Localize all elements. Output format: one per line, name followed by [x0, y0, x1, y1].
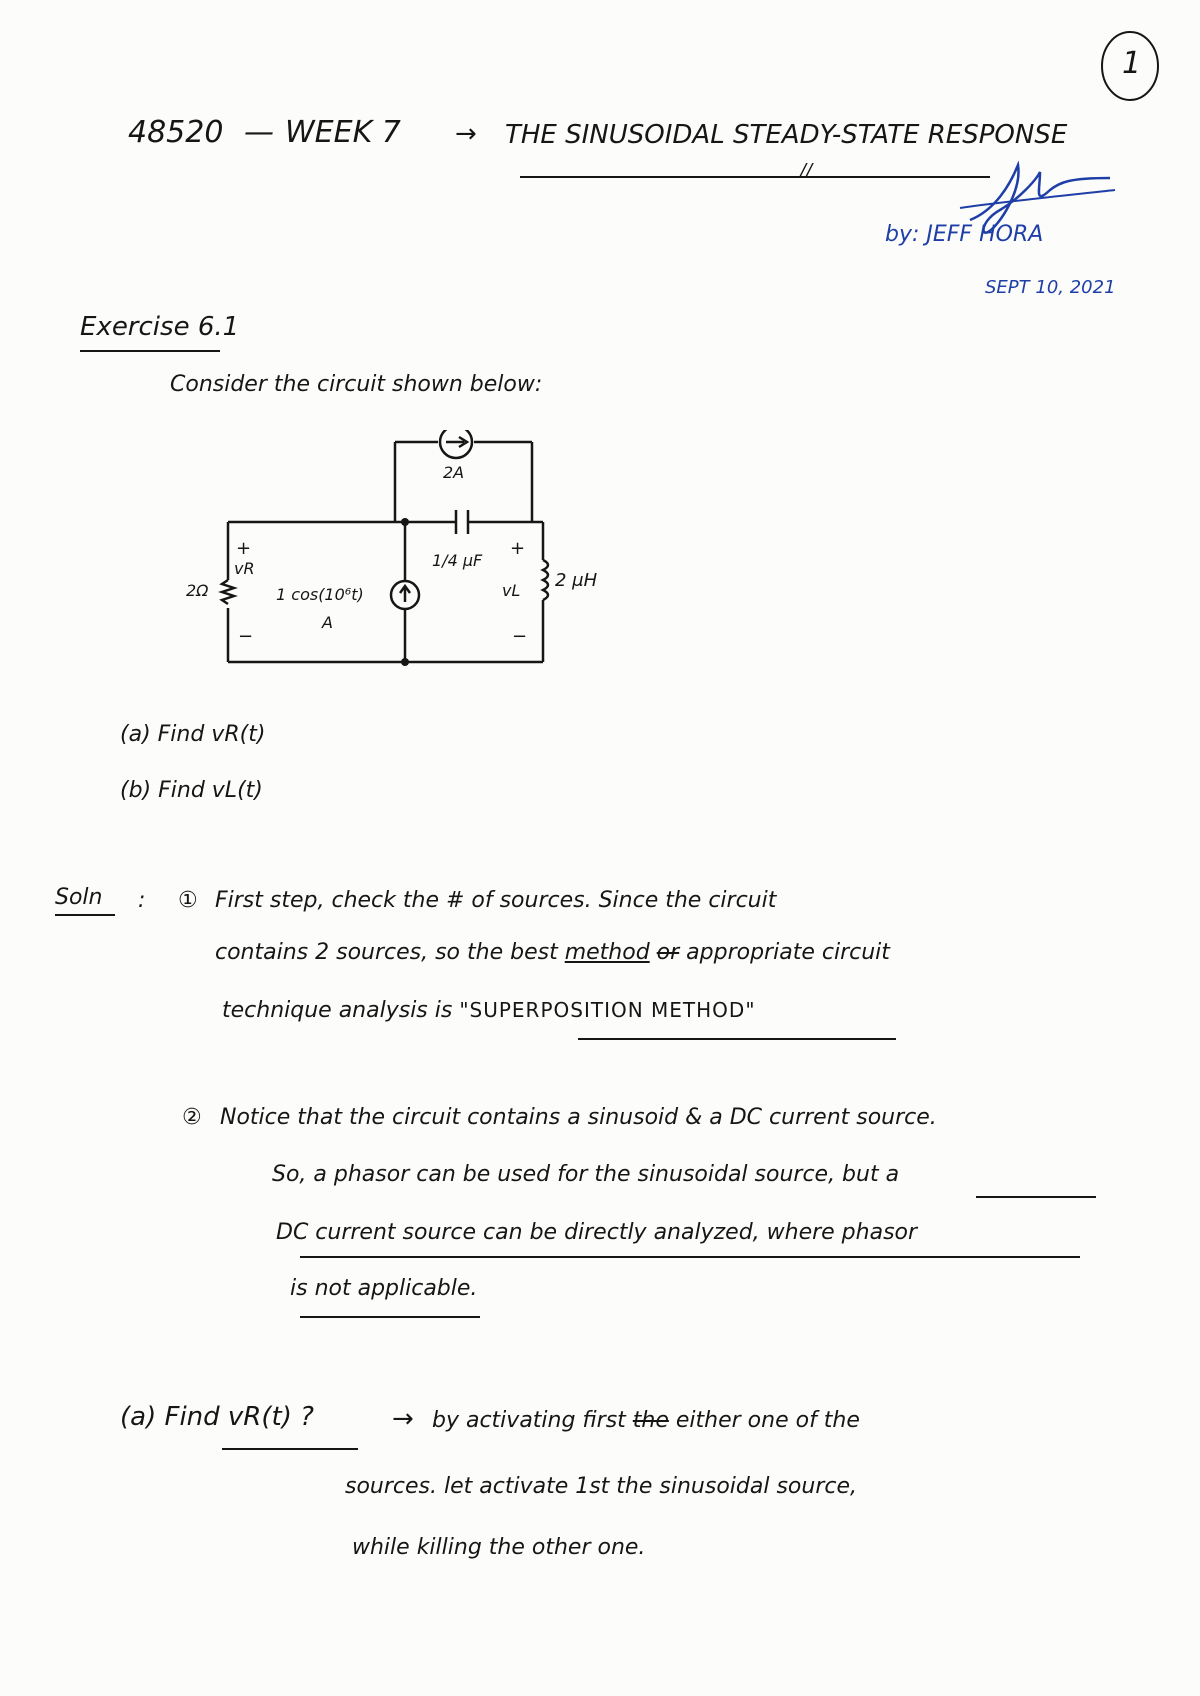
question-b: (b) Find vL(t): [120, 778, 263, 803]
resistor-label: 2Ω: [186, 581, 209, 600]
part-a-line3: while killing the other one.: [352, 1535, 646, 1560]
part-a-underline: [222, 1448, 358, 1450]
circuit-diagram: [180, 430, 640, 680]
vl-minus: −: [512, 626, 528, 647]
solution-colon: :: [138, 888, 146, 913]
step2-line3: DC current source can be directly analyzed, where phasor: [276, 1220, 918, 1245]
part-a-line1: by activating first the either one of the: [432, 1408, 860, 1433]
exercise-underline: [80, 350, 220, 352]
step2-line2: So, a phasor can be used for the sinusoidal source, but a: [272, 1162, 900, 1187]
dc-source-label: 2A: [443, 463, 465, 482]
date: SEPT 10, 2021: [985, 277, 1116, 298]
vl-label: vL: [502, 581, 521, 600]
struck-the: the: [632, 1408, 669, 1433]
course-code: 48520: [128, 115, 224, 150]
vr-minus: −: [238, 626, 254, 647]
solution-underline: [55, 914, 115, 916]
struck-or: or: [656, 940, 680, 965]
title-rule-mark: //: [800, 160, 813, 181]
vl-plus: +: [510, 538, 526, 559]
step2-underline-1: [976, 1196, 1096, 1198]
step2-line4: is not applicable.: [290, 1276, 478, 1301]
step2-line1: Notice that the circuit contains a sinusoid & a DC current source.: [220, 1105, 937, 1130]
question-a: (a) Find vR(t): [120, 722, 266, 747]
step1-number: ①: [178, 888, 198, 913]
superposition-underline: [578, 1038, 896, 1040]
inductor-label: 2 μH: [555, 570, 598, 591]
part-a-label: (a) Find vR(t) ?: [120, 1402, 314, 1432]
superposition-method: "SUPERPOSITION METHOD": [459, 998, 756, 1022]
step1-line1: First step, check the # of sources. Since the circuit: [215, 888, 777, 913]
capacitor-label: 1/4 μF: [432, 551, 483, 570]
week-label: WEEK 7: [285, 115, 401, 150]
ac-source-unit: A: [322, 613, 333, 632]
step1-line2: contains 2 sources, so the best method or appropriate circuit: [215, 940, 890, 965]
vr-label: vR: [234, 559, 255, 578]
vr-plus: +: [236, 538, 252, 559]
method-word: method: [564, 940, 650, 965]
page-title: THE SINUSOIDAL STEADY-STATE RESPONSE: [505, 120, 1068, 150]
solution-label: Soln: [55, 885, 103, 910]
step1-line3: technique analysis is "SUPERPOSITION METHOD": [222, 998, 756, 1023]
author: by: JEFF HORA: [885, 222, 1044, 247]
step2-number: ②: [182, 1105, 202, 1130]
ac-source-label: 1 cos(10⁶t): [276, 585, 364, 604]
header-arrow: →: [455, 119, 477, 149]
step2-underline-3: [300, 1316, 480, 1318]
title-rule: [520, 176, 990, 178]
part-a-arrow: →: [392, 1404, 414, 1434]
step2-underline-2: [300, 1256, 1080, 1258]
part-a-line2: sources. let activate 1st the sinusoidal source,: [345, 1474, 857, 1499]
exercise-heading: Exercise 6.1: [80, 312, 240, 342]
exercise-intro: Consider the circuit shown below:: [170, 372, 543, 397]
page-number: 1: [1122, 46, 1142, 81]
header-dash: —: [244, 115, 274, 150]
